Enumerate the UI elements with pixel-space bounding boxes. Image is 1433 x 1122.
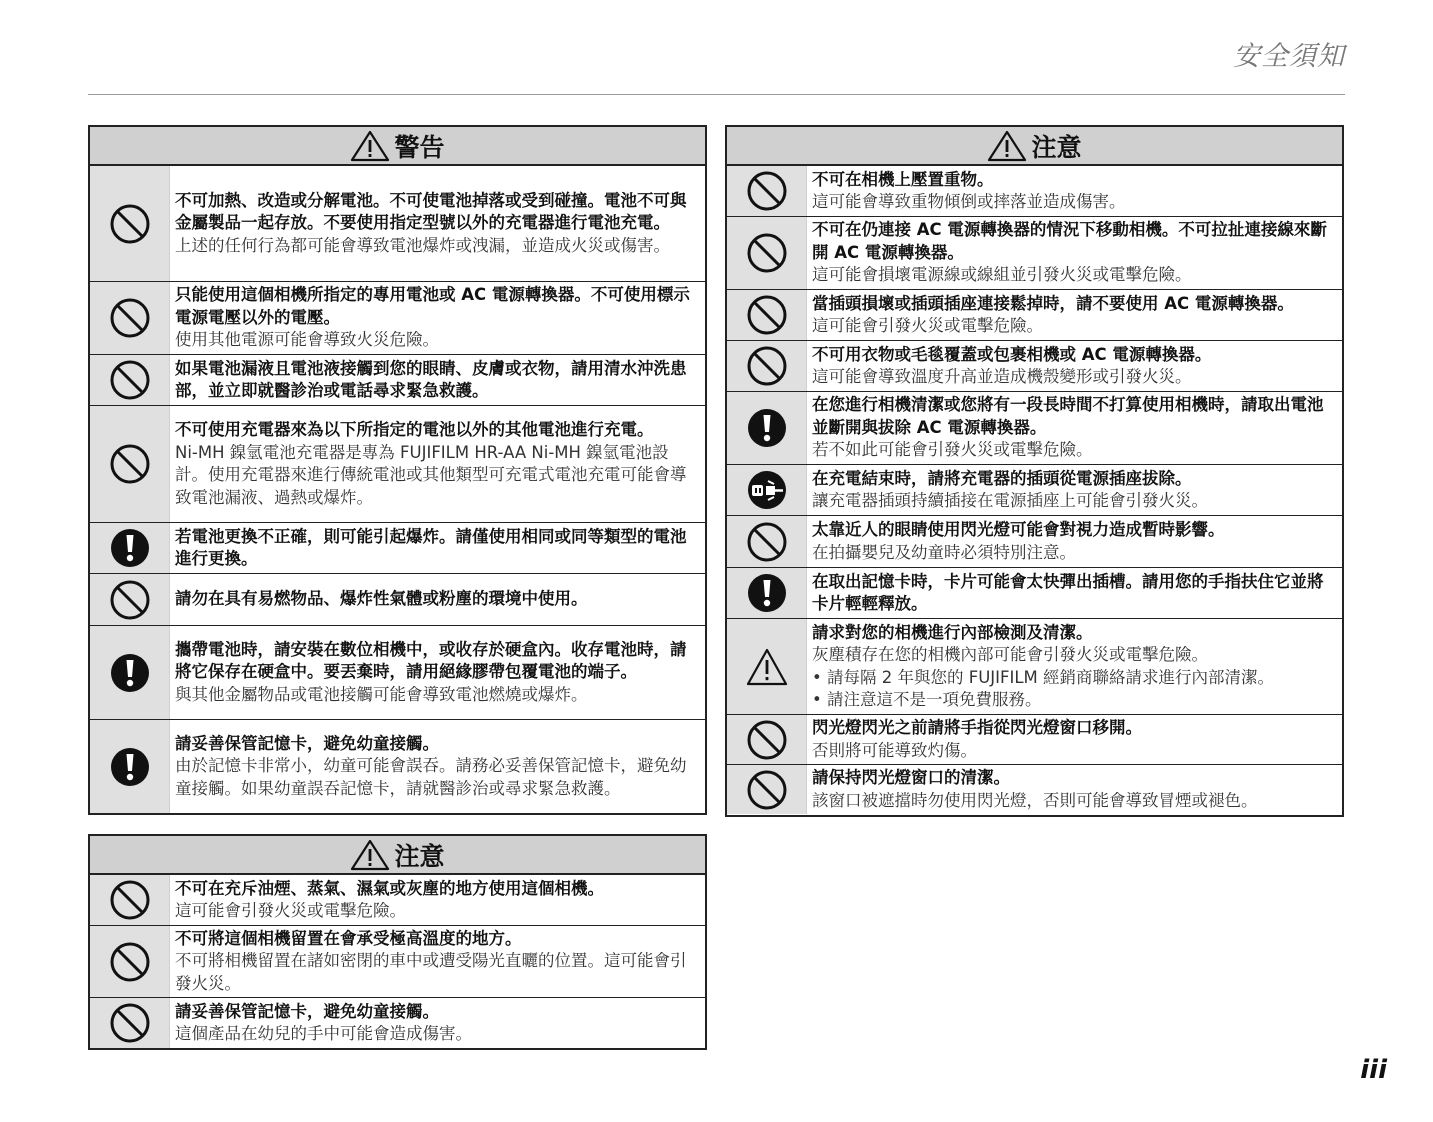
- unplug-icon: [727, 465, 807, 515]
- safety-item-description: 這可能會導致重物傾倒或摔落並造成傷害。: [812, 192, 1126, 211]
- safety-item-heading: 請妥善保管記憶卡，避免幼童接觸。: [175, 733, 439, 753]
- safety-item: [727, 341, 1342, 392]
- caution-list-right: [727, 166, 1342, 814]
- caution-triangle-icon: [987, 130, 1027, 162]
- prohibition-icon: [90, 355, 170, 405]
- safety-item-heading: 攜帶電池時，請安裝在數位相機中，或收存於硬盒內。收存電池時，請將它保存在硬盒中。要丟棄時，請用絕緣膠帶包覆電池的端子。: [175, 639, 687, 682]
- safety-item: [90, 720, 705, 813]
- safety-item-heading: 如果電池漏液且電池液接觸到您的眼睛、皮膚或衣物，請用清水沖洗患部，並立即就醫診治或電話尋求緊急救護。: [175, 358, 687, 400]
- prohibition-icon: [90, 926, 170, 997]
- safety-item: [90, 166, 705, 282]
- prohibition-icon: [90, 166, 170, 281]
- safety-item-text: [807, 516, 1342, 567]
- caution-panel-right-header: [727, 127, 1342, 166]
- safety-item-text: [807, 392, 1342, 464]
- safety-item-text: [170, 282, 705, 354]
- caution-panel-right-title: 注意: [1031, 132, 1082, 162]
- safety-item-heading: 不可用衣物或毛毯覆蓋或包裹相機或 AC 電源轉換器。: [812, 344, 1212, 364]
- safety-item-description: 這可能會引發火災或電擊危險。: [812, 316, 1043, 335]
- page-title: 安全須知: [1233, 41, 1345, 72]
- safety-item: [727, 290, 1342, 341]
- safety-item-description: 這可能會損壞電源線或線組並引發火災或電擊危險。: [812, 265, 1192, 285]
- safety-item-heading: 太靠近人的眼睛使用閃光燈可能會對視力造成暫時影響。: [812, 520, 1225, 539]
- safety-item-description: 由於記憶卡非常小，幼童可能會誤吞。請務必妥善保管記憶卡，避免幼童接觸。如果幼童誤吞記憶卡，請就醫診治或尋求緊急救護。: [175, 756, 687, 798]
- safety-item-text: [807, 715, 1342, 764]
- safety-item-text: [170, 355, 705, 405]
- mandatory-exclamation-icon: [90, 626, 170, 719]
- safety-item-text: [807, 217, 1342, 289]
- safety-item-description: 使用其他電源可能會導致火災危險。: [175, 330, 439, 350]
- safety-item-description: 不可將相機留置在諸如密閉的車中或遭受陽光直曬的位置。這可能會引發火災。: [175, 951, 687, 993]
- safety-item-text: [807, 619, 1342, 714]
- caution-panel-left: [88, 834, 707, 1050]
- caution-panel-left-title: 注意: [394, 841, 445, 871]
- prohibition-icon: [727, 341, 807, 391]
- safety-item: [90, 282, 705, 355]
- safety-item-text: [807, 341, 1342, 391]
- safety-item-heading: 不可在仍連接 AC 電源轉換器的情況下移動相機。不可拉扯連接線來斷開 AC 電源轉換器。: [812, 220, 1327, 262]
- safety-item-text: [807, 290, 1342, 340]
- safety-item-text: [170, 926, 705, 997]
- safety-item-heading: 請求對您的相機進行內部檢測及清潔。: [812, 622, 1093, 642]
- safety-item: [727, 715, 1342, 765]
- prohibition-icon: [727, 516, 807, 567]
- safety-item-text: [807, 765, 1342, 814]
- safety-item: [90, 523, 705, 574]
- safety-item-heading: 不可在充斥油煙、蒸氣、濕氣或灰塵的地方使用這個相機。: [175, 878, 604, 898]
- safety-item-heading: 請勿在具有易燃物品、爆炸性氣體或粉塵的環境中使用。: [175, 589, 588, 609]
- safety-item: [727, 765, 1342, 814]
- safety-item-heading: 不可將這個相機留置在會承受極高溫度的地方。: [175, 928, 522, 948]
- safety-item-description: 這可能會導致溫度升高並造成機殼變形或引發火災。: [812, 367, 1192, 386]
- safety-item-heading: 不可在相機上壓置重物。: [812, 169, 994, 189]
- safety-item-description: 與其他金屬物品或電池接觸可能會導致電池燃燒或爆炸。: [175, 684, 588, 704]
- safety-item-heading: 當插頭損壞或插頭插座連接鬆掉時，請不要使用 AC 電源轉換器。: [812, 293, 1294, 313]
- safety-item: [727, 619, 1342, 715]
- safety-item-text: [170, 998, 705, 1048]
- safety-item-description: 該窗口被遮擋時勿使用閃光燈，否則可能會導致冒煙或褪色。: [812, 790, 1258, 810]
- prohibition-icon: [727, 290, 807, 340]
- caution-panel-left-header: [90, 836, 705, 875]
- safety-item-text: [170, 875, 705, 925]
- prohibition-icon: [90, 998, 170, 1048]
- safety-item-text: [170, 406, 705, 522]
- mandatory-exclamation-icon: [727, 392, 807, 464]
- safety-item: [90, 406, 705, 523]
- safety-item: [90, 574, 705, 626]
- prohibition-icon: [90, 875, 170, 925]
- safety-item-heading: 不可加熱、改造或分解電池。不可使電池掉落或受到碰撞。電池不可與金屬製品一起存放。不要使用指定型號以外的充電器進行電池充電。: [175, 190, 687, 233]
- prohibition-icon: [727, 715, 807, 764]
- safety-item-description: 否則將可能導致灼傷。: [812, 740, 977, 760]
- caution-triangle-icon: [350, 839, 390, 871]
- safety-item-description: Ni-MH 鎳氫電池充電器是專為 FUJIFILM HR-AA Ni-MH 鎳氫電池設計。使用充電器來進行傳統電池或其他類型可充電式電池充電可能會導致電池漏液、過熱或爆炸。: [175, 442, 687, 507]
- prohibition-icon: [727, 166, 807, 216]
- safety-item: [90, 355, 705, 406]
- safety-item-bullet: • 請注意這不是一項免費服務。: [812, 690, 1042, 709]
- safety-item-heading: 若電池更換不正確，則可能引起爆炸。請僅使用相同或同等類型的電池進行更換。: [175, 526, 687, 568]
- prohibition-icon: [727, 765, 807, 814]
- caution-panel-right: [725, 125, 1344, 817]
- safety-item-text: [807, 568, 1342, 618]
- safety-item: [727, 217, 1342, 290]
- caution-list-left: [90, 875, 705, 1048]
- safety-item: [727, 465, 1342, 516]
- warning-panel-title: 警告: [394, 132, 445, 162]
- safety-item: [727, 516, 1342, 568]
- safety-item: [90, 926, 705, 998]
- safety-item-heading: 只能使用這個相機所指定的專用電池或 AC 電源轉換器。不可使用標示電源電壓以外的電壓。: [175, 285, 690, 327]
- safety-item-description: 這可能會引發火災或電擊危險。: [175, 901, 406, 920]
- warning-list: [90, 166, 705, 813]
- safety-item-heading: 請保持閃光燈窗口的清潔。: [812, 768, 1010, 787]
- safety-item-bullet: • 請每隔 2 年與您的 FUJIFILM 經銷商聯絡請求進行內部清潔。: [812, 667, 1275, 687]
- safety-item: [727, 568, 1342, 619]
- prohibition-icon: [90, 406, 170, 522]
- safety-item-text: [807, 465, 1342, 515]
- mandatory-exclamation-icon: [90, 523, 170, 573]
- safety-item-description: 若不如此可能會引發火災或電擊危險。: [812, 440, 1093, 460]
- safety-item: [90, 875, 705, 926]
- safety-item-heading: 閃光燈閃光之前請將手指從閃光燈窗口移開。: [812, 718, 1142, 737]
- safety-item-heading: 在您進行相機清潔或您將有一段長時間不打算使用相機時，請取出電池並斷開與拔除 AC 電源轉換器。: [812, 395, 1324, 437]
- safety-item-description: 灰塵積存在您的相機內部可能會引發火災或電擊危險。: [812, 645, 1208, 664]
- prohibition-icon: [90, 282, 170, 354]
- safety-item-text: [170, 523, 705, 573]
- safety-item-heading: 在取出記憶卡時，卡片可能會太快彈出插槽。請用您的手指扶住它並將卡片輕輕釋放。: [812, 571, 1324, 613]
- prohibition-icon: [90, 574, 170, 625]
- safety-item: [727, 166, 1342, 217]
- safety-item-heading: 不可使用充電器來為以下所指定的電池以外的其他電池進行充電。: [175, 420, 654, 439]
- safety-item-description: 這個產品在幼兒的手中可能會造成傷害。: [175, 1024, 472, 1043]
- safety-item-text: [807, 166, 1342, 216]
- warning-panel-header: [90, 127, 705, 166]
- warning-panel: [88, 125, 707, 815]
- safety-item-text: [170, 626, 705, 719]
- safety-item-description: 上述的任何行為都可能會導致電池爆炸或洩漏，並造成火災或傷害。: [175, 235, 670, 255]
- mandatory-exclamation-icon: [90, 720, 170, 813]
- safety-item: [727, 392, 1342, 465]
- safety-item-description: 在拍攝嬰兒及幼童時必須特別注意。: [812, 542, 1076, 562]
- safety-item-text: [170, 574, 705, 625]
- safety-item-heading: 在充電結束時，請將充電器的插頭從電源插座拔除。: [812, 468, 1192, 488]
- safety-item-text: [170, 166, 705, 281]
- mandatory-exclamation-icon: [727, 568, 807, 618]
- safety-item: [90, 626, 705, 720]
- prohibition-icon: [727, 217, 807, 289]
- safety-item-heading: 請妥善保管記憶卡，避免幼童接觸。: [175, 1001, 439, 1021]
- page-number: iii: [1360, 1055, 1387, 1085]
- safety-item-text: [170, 720, 705, 813]
- warning-triangle-icon: [350, 130, 390, 162]
- safety-item: [90, 998, 705, 1048]
- title-divider: [88, 94, 1345, 95]
- caution-triangle-icon: [727, 619, 807, 714]
- safety-item-description: 讓充電器插頭持續插接在電源插座上可能會引發火災。: [812, 491, 1208, 510]
